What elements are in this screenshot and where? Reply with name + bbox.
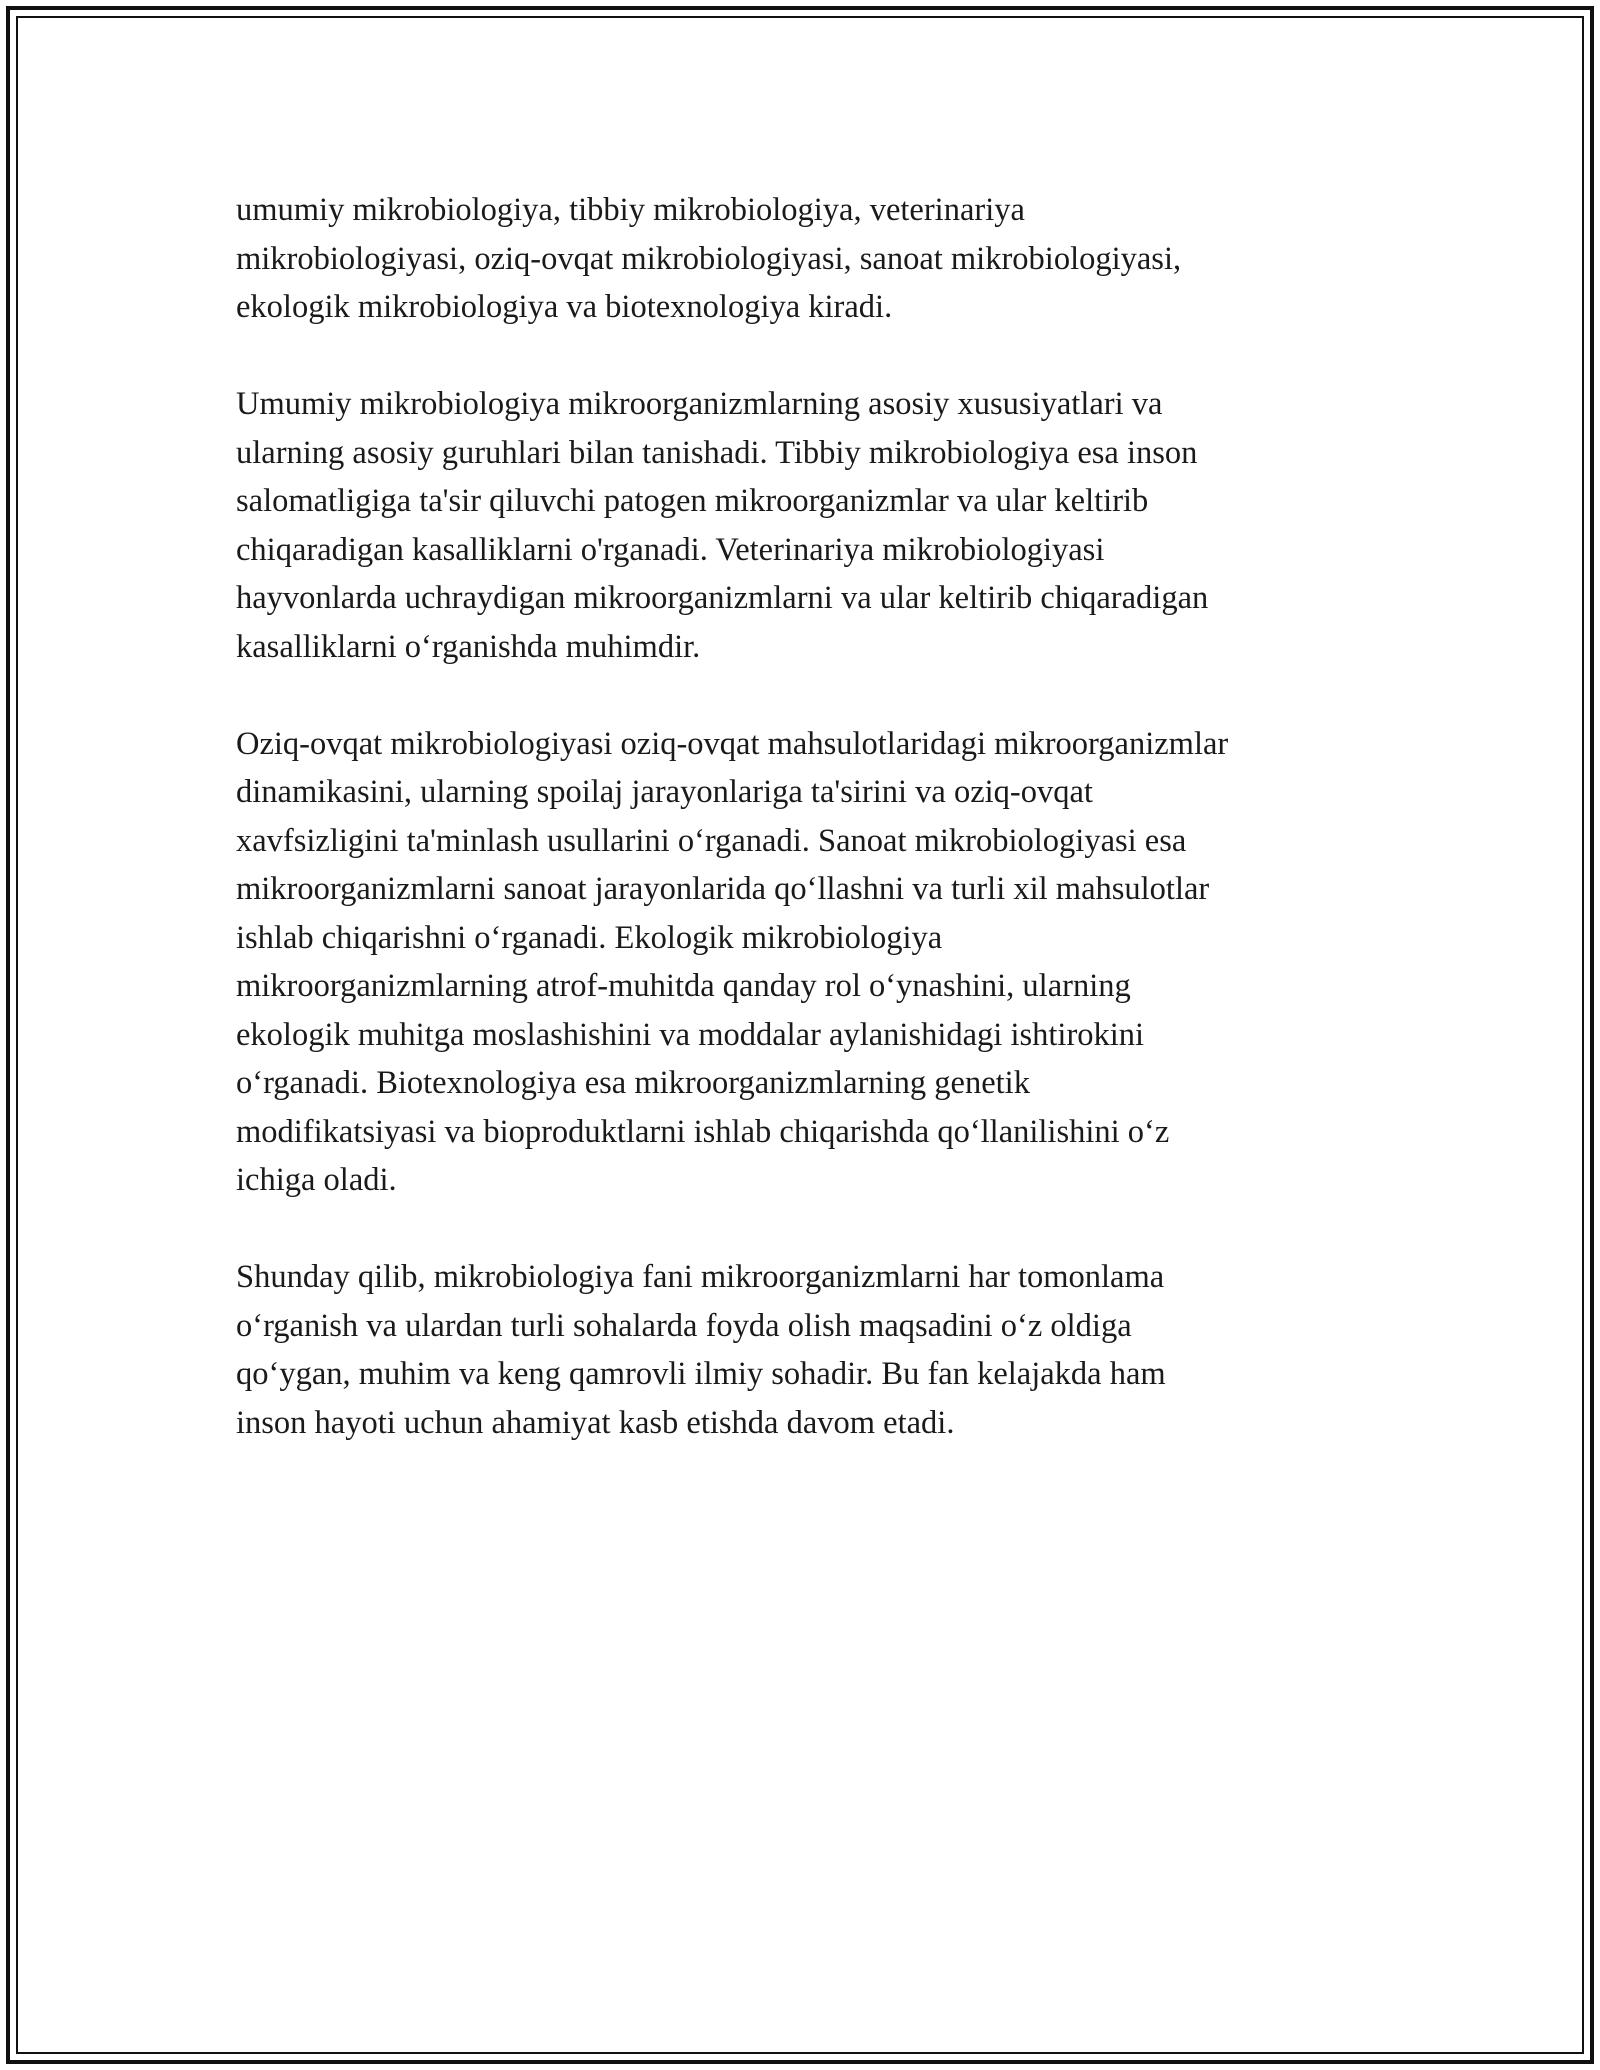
text-line: dinamikasini, ularning spoilaj jarayonlariga ta'sirini va oziq-ovqat [236, 774, 1093, 810]
text-line: salomatligiga ta'sir qiluvchi patogen mikroorganizmlar va ular keltirib [236, 483, 1149, 519]
text-line: hayvonlarda uchraydigan mikroorganizmlarni va ular keltirib chiqaradigan [236, 580, 1209, 616]
text-line: Shunday qilib, mikrobiologiya fani mikroorganizmlarni har tomonlama [236, 1259, 1165, 1295]
text-line: ularning asosiy guruhlari bilan tanishadi. Tibbiy mikrobiologiya esa inson [236, 434, 1198, 471]
text-line: umumiy mikrobiologiya, tibbiy mikrobiologiya, veterinariya [236, 192, 1025, 228]
text-line: ekologik mikrobiologiya va biotexnologiya kiradi. [236, 289, 893, 325]
paragraph-2 [236, 380, 1376, 671]
text-line: xavfsizligini ta'minlash usullarini oʻrganadi. Sanoat mikrobiologiyasi esa [236, 822, 1187, 859]
text-line: inson hayoti uchun ahamiyat kasb etishda davom etadi. [236, 1404, 955, 1441]
document-body [236, 186, 1376, 1447]
paragraph-3 [236, 720, 1376, 1205]
paragraph-4 [236, 1253, 1376, 1447]
text-line: mikrobiologiyasi, oziq-ovqat mikrobiologiyasi, sanoat mikrobiologiyasi, [236, 240, 1182, 277]
text-line: mikroorganizmlarni sanoat jarayonlarida qoʻllashni va turli xil mahsulotlar [236, 871, 1210, 907]
text-line: oʻrganadi. Biotexnologiya esa mikroorganizmlarning genetik [236, 1065, 1030, 1101]
text-line: ekologik muhitga moslashishini va moddalar aylanishidagi ishtirokini [236, 1016, 1145, 1053]
text-line: mikroorganizmlarning atrof-muhitda qanday rol oʻynashini, ularning [236, 968, 1131, 1004]
paragraph-1 [236, 186, 1376, 332]
text-line: ichiga oladi. [236, 1162, 397, 1198]
text-line: oʻrganish va ulardan turli sohalarda foyda olish maqsadini oʻz oldiga [236, 1307, 1132, 1344]
text-line: ishlab chiqarishni oʻrganadi. Ekologik mikrobiologiya [236, 919, 943, 956]
text-line: Oziq-ovqat mikrobiologiyasi oziq-ovqat mahsulotlaridagi mikroorganizmlar [236, 725, 1229, 762]
text-line: Umumiy mikrobiologiya mikroorganizmlarning asosiy xususiyatlari va [236, 386, 1163, 422]
text-line: kasalliklarni oʻrganishda muhimdir. [236, 628, 701, 665]
text-line: modifikatsiyasi va bioproduktlarni ishlab chiqarishda qoʻllanilishini oʻz [236, 1113, 1170, 1150]
text-line: chiqaradigan kasalliklarni o'rganadi. Veterinariya mikrobiologiyasi [236, 531, 1105, 568]
text-line: qoʻygan, muhim va keng qamrovli ilmiy sohadir. Bu fan kelajakda ham [236, 1356, 1166, 1392]
